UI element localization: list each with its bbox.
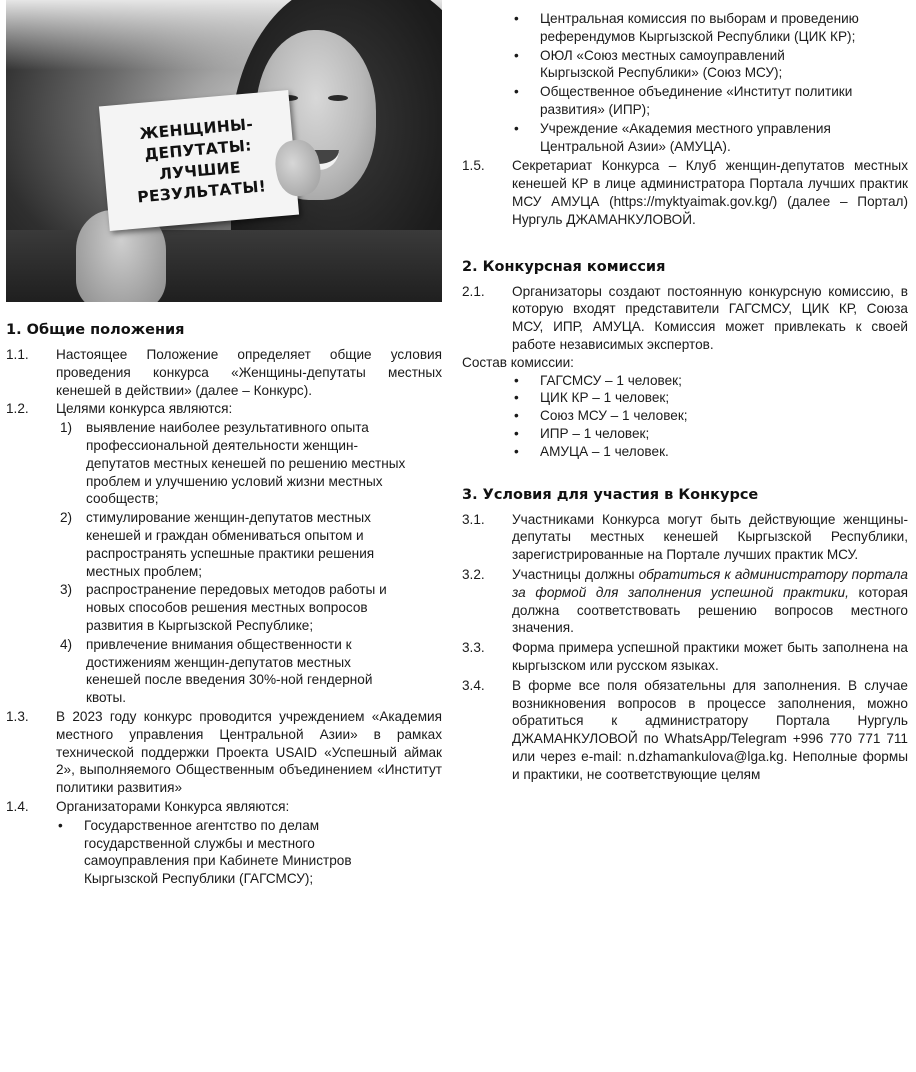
member-item: • ГАГСМСУ – 1 человек;	[514, 372, 682, 388]
clause-3-4: 3.4. В форме все поля обязательны для заполнения. В случае возникновения вопросов в процессе заполнения, можно обратиться к администратору Портала Нургуль ДЖАМАНКУЛОВОЙ по WhatsApp/Telegram +996 770 771 711 или через e-mail: n.dzhamankulova@lga.kg. Неполные формы и практики, не соответствующие целям	[462, 677, 908, 782]
member-item: • АМУЦА – 1 человек.	[514, 443, 669, 459]
goal-item: 1) выявление наиболее результативного опыта профессиональной деятельности женщин-депутатов местных кенешей по решению местных проблем и улучшению условий жизни местных сообществ;	[60, 420, 406, 507]
clause-1-2: 1.2. Целями конкурса являются:	[6, 401, 233, 417]
bullet-dot: •	[514, 47, 519, 63]
bullet-dot: •	[514, 390, 519, 406]
clause-3-2: 3.2. Участницы должны обратиться к администратору портала за формой для заполнения успешной практики, которая должна соответствовать решению вопросов местного значения.	[462, 566, 908, 636]
bullet-dot: •	[514, 425, 519, 441]
section-1-heading: 1. Общие положения	[6, 322, 185, 338]
organizer-item: • Общественное объединение «Институт политики развития» (ИПР);	[514, 84, 853, 117]
organizer-item: • Государственное агентство по делам государственной службы и местного самоуправления при Кабинете Министров Кыргызской Республики (ГАГСМСУ);	[58, 817, 352, 887]
clause-3-3: 3.3. Форма примера успешной практики может быть заполнена на кыргызском или русском языках.	[462, 640, 908, 673]
goal-item: 4) привлечение внимания общественности к достижениям женщин-депутатов местных кенешей после введения 30%-ной гендерной квоты.	[60, 636, 373, 706]
photo-sign-card	[99, 90, 299, 231]
organizer-item: • Центральная комиссия по выборам и проведению референдумов Кыргызской Республики (ЦИК КР);	[514, 11, 859, 44]
right-column	[462, 0, 908, 783]
clause-1-4: 1.4. Организаторами Конкурса являются:	[6, 798, 290, 814]
member-item: • ЦИК КР – 1 человек;	[514, 390, 670, 406]
goal-item: 3) распространение передовых методов работы и новых способов решения местных вопросов развития в Кыргызской Республике;	[60, 582, 387, 633]
cover-photo	[6, 0, 442, 302]
bullet-dot: •	[514, 84, 519, 100]
bullet-dot: •	[514, 120, 519, 136]
clause-1-3: 1.3. В 2023 году конкурс проводится учреждением «Академия местного управления Центральной Азии» в рамках технической поддержки Проекта USAID «Успешный аймак 2», выполняемого Общественным объединением «Институт политики развития»	[6, 708, 442, 796]
bullet-dot: •	[514, 408, 519, 424]
clause-1-5: 1.5. Секретариат Конкурса – Клуб женщин-депутатов местных кенешей КР в лице администратора Портала лучших практик МСУ АМУЦА (https://myktyaimak.gov.kg/) (далее – Портал) Нургуль ДЖАМАНКУЛОВОЙ.	[462, 158, 908, 227]
clause-3-1: 3.1. Участниками Конкурса могут быть действующие женщины-депутаты местных кенешей Кыргызской Республики, зарегистрированные на Портале лучших практик МСУ.	[462, 511, 908, 563]
left-column	[6, 0, 442, 888]
goal-item: 2) стимулирование женщин-депутатов местных кенешей и граждан обмениваться опытом и распространять успешные практики решения местных проблем;	[60, 510, 375, 579]
clause-3-2-emphasis: обратиться к администратору портала за формой для заполнения успешной практики,	[512, 566, 908, 600]
clause-2-1: 2.1. Организаторы создают постоянную конкурсную комиссию, в которую входят представители ГАГСМСУ, ЦИК КР, Союза МСУ, ИПР, АМУЦА. Комиссия может привлекать к своей работе независимых экспертов.	[462, 283, 908, 352]
composition-label: Состав комиссии:	[462, 354, 574, 370]
bullet-dot: •	[58, 817, 63, 833]
bullet-dot: •	[514, 11, 519, 26]
member-item: • Союз МСУ – 1 человек;	[514, 408, 688, 424]
member-item: • ИПР – 1 человек;	[514, 425, 650, 441]
clause-1-1: 1.1. Настоящее Положение определяет общие условия проведения конкурса «Женщины-депутаты местных кенешей в действии» (далее – Конкурс).	[6, 347, 442, 398]
section-3-heading: 3. Условия для участия в Конкурсе	[462, 486, 759, 503]
photo-sign-text: ЖЕНЩИНЫ- ДЕПУТАТЫ: ЛУЧШИЕ РЕЗУЛЬТАТЫ!	[136, 114, 267, 206]
bullet-dot: •	[514, 372, 519, 388]
bullet-dot: •	[514, 443, 519, 459]
organizer-item: • ОЮЛ «Союз местных самоуправлений Кыргызской Республики» (Союз МСУ);	[514, 47, 785, 81]
organizer-item: • Учреждение «Академия местного управления Центральной Азии» (АМУЦА).	[514, 120, 831, 154]
section-2-heading: 2. Конкурсная комиссия	[462, 258, 666, 275]
